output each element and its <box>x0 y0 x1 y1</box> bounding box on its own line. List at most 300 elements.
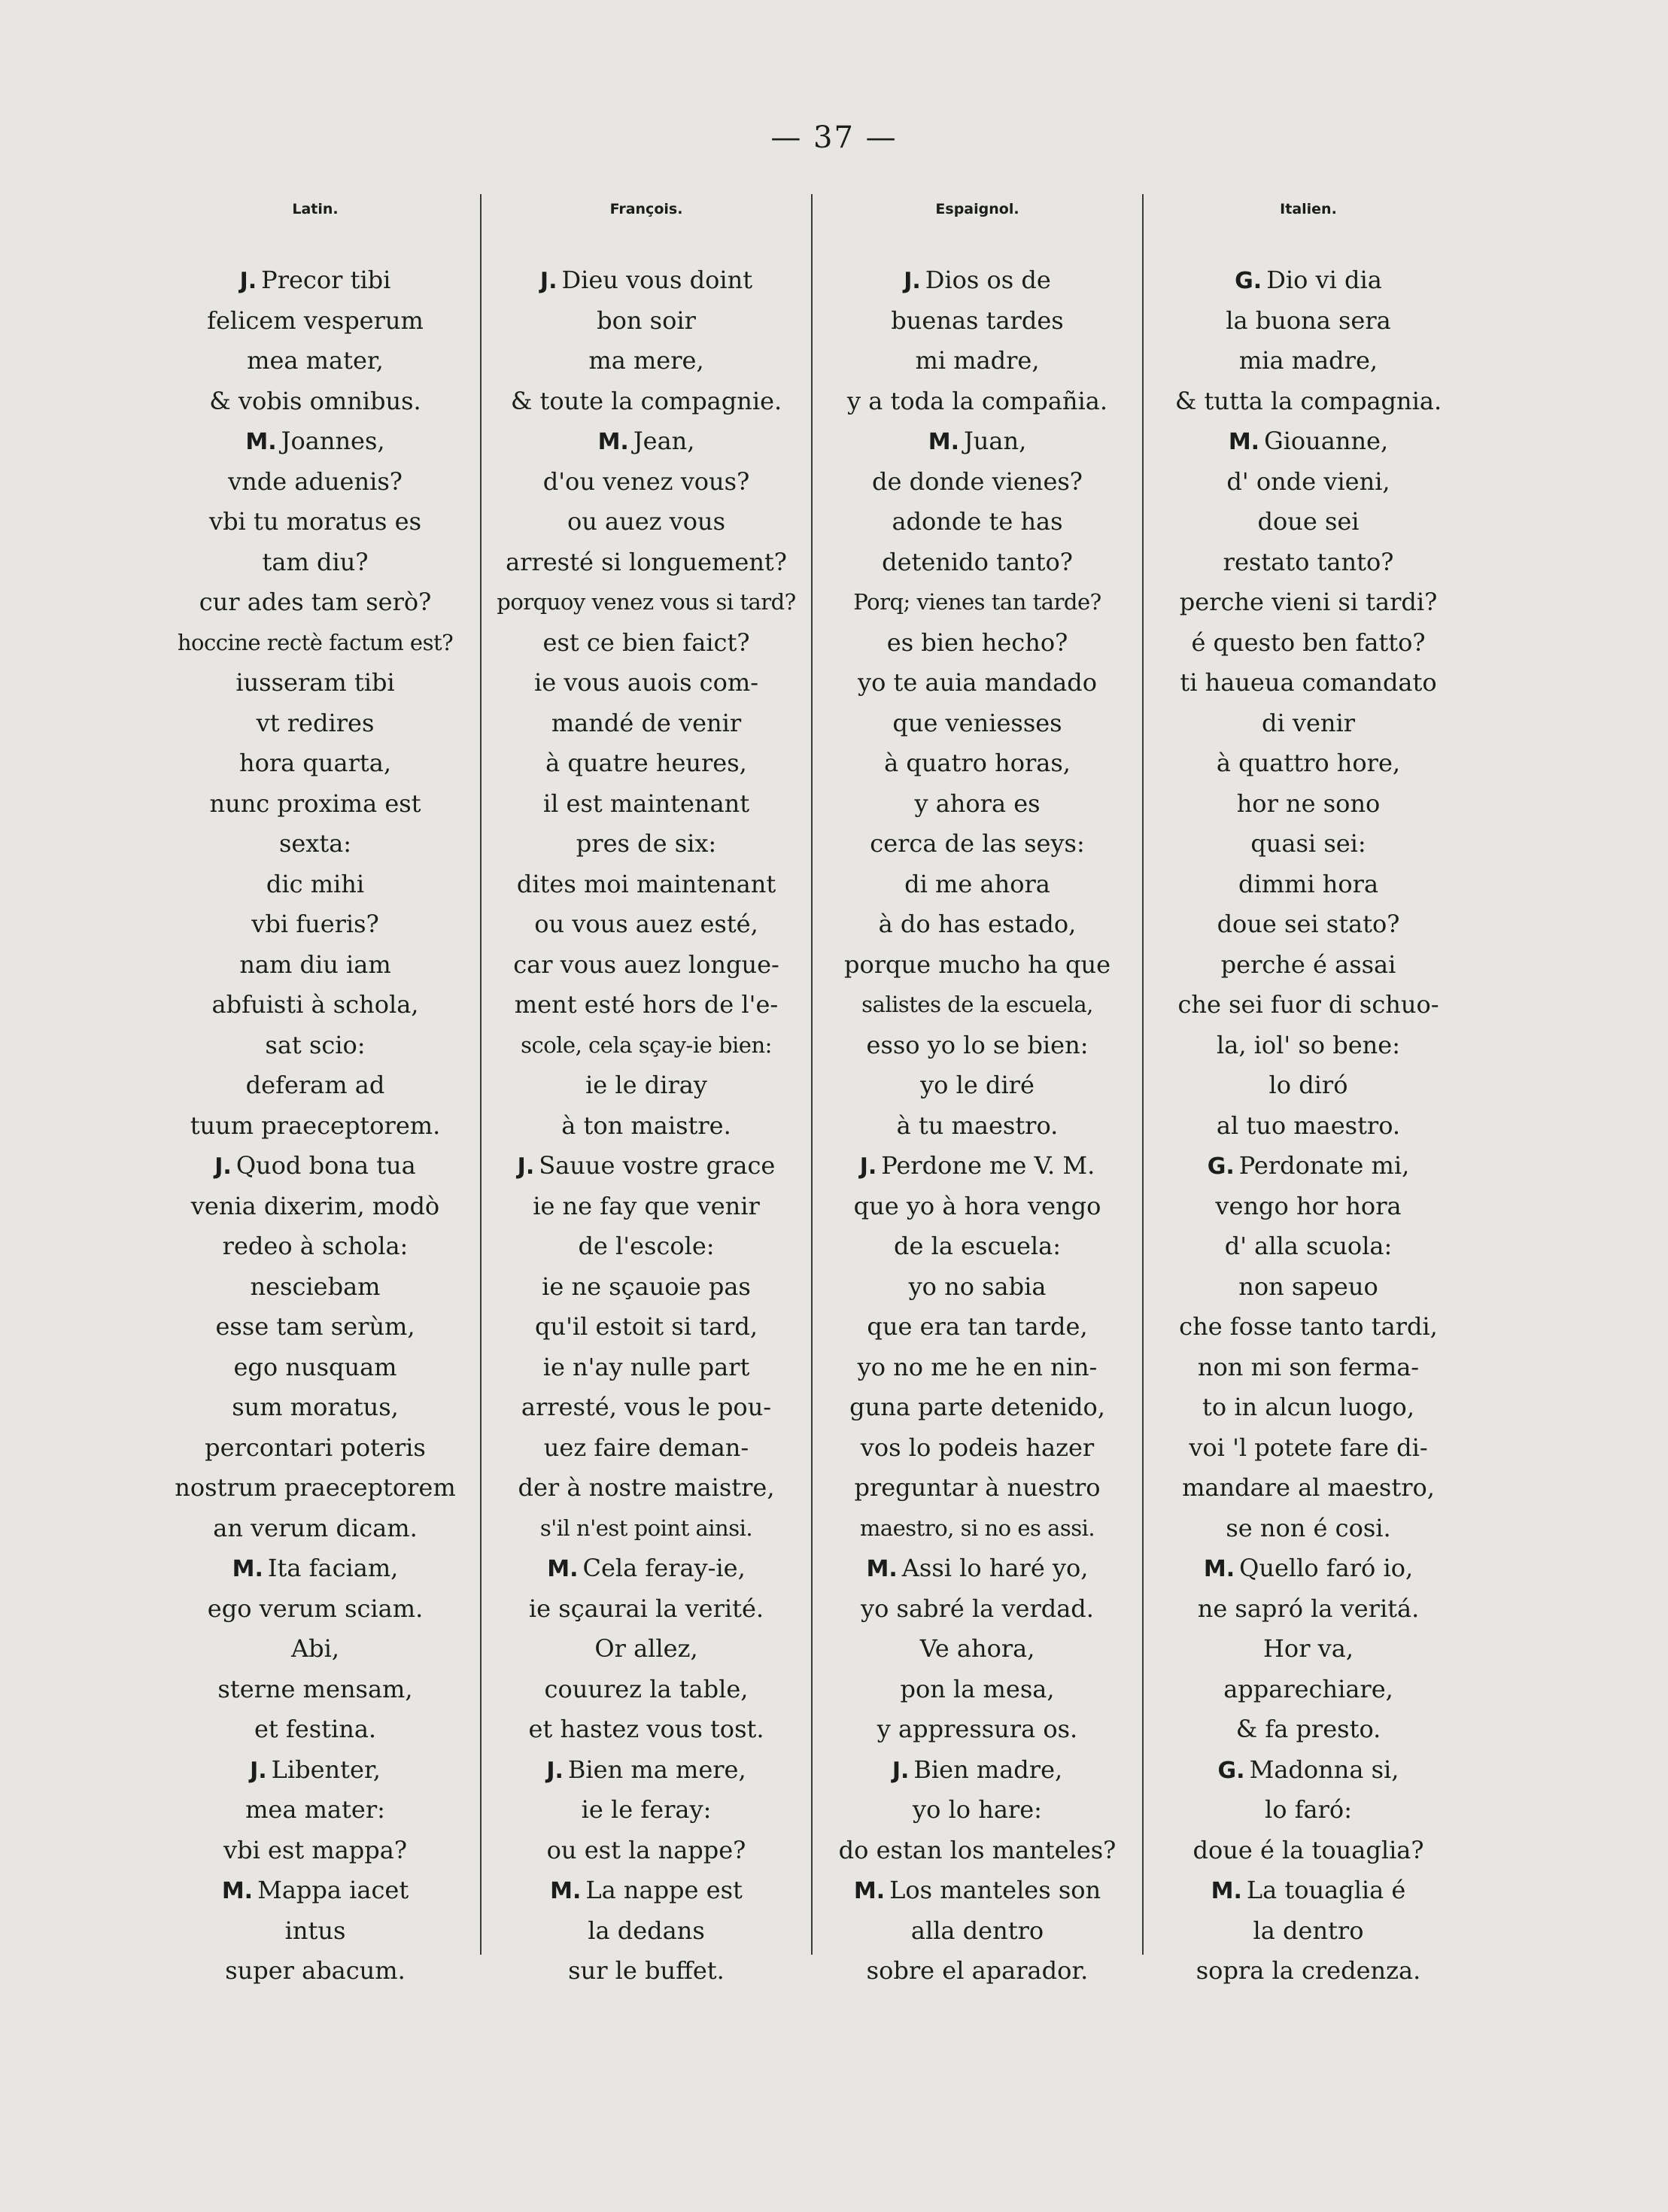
line-text: y ahora es <box>914 788 1041 818</box>
text-line <box>482 743 811 784</box>
line-text: y a toda la compañia. <box>846 386 1108 415</box>
line-text: ie ne sçauoie pas <box>542 1272 751 1301</box>
line-text: ie ne fay que venir <box>533 1191 760 1220</box>
column-header: François. <box>609 201 683 217</box>
text-line <box>813 703 1142 744</box>
text-line <box>482 1709 811 1750</box>
line-text: redeo à schola: <box>222 1232 409 1260</box>
speaker-label: J. <box>214 1153 232 1180</box>
text-line <box>813 1307 1142 1348</box>
text-line <box>150 1348 480 1388</box>
line-text: que yo à hora vengo <box>853 1191 1101 1220</box>
line-text: se non é cosi. <box>1226 1513 1391 1542</box>
speaker-label: M. <box>550 1878 582 1904</box>
line-text: hoccine rectè factum est? <box>177 629 454 655</box>
line-text: Hor va, <box>1263 1634 1354 1663</box>
text-line <box>150 743 480 784</box>
text-line <box>813 1589 1142 1630</box>
text-line <box>813 1629 1142 1670</box>
line-text: ment esté hors de l'e- <box>514 990 779 1019</box>
line-text: sat scio: <box>265 1030 366 1059</box>
text-line <box>1144 1387 1473 1428</box>
line-text: yo te auia mandado <box>858 668 1097 697</box>
text-line <box>1144 1831 1473 1871</box>
text-line <box>482 663 811 703</box>
text-line <box>150 1226 480 1267</box>
line-text: quasi sei: <box>1250 829 1366 858</box>
text-line <box>150 1951 480 1992</box>
text-line <box>1144 1911 1473 1952</box>
text-line <box>813 1831 1142 1871</box>
column-header: Espaignol. <box>935 201 1019 217</box>
line-text: Dios os de <box>925 266 1051 294</box>
text-line <box>1144 904 1473 945</box>
line-text: à tu maestro. <box>896 1111 1059 1140</box>
text-line <box>813 381 1142 422</box>
line-text: deferam ad <box>245 1071 385 1099</box>
text-line <box>1144 824 1473 864</box>
line-text: Quod bona tua <box>235 1151 416 1180</box>
line-text: Or allez, <box>594 1634 698 1663</box>
line-text: vnde aduenis? <box>228 466 403 496</box>
text-line <box>1144 1307 1473 1348</box>
line-text: esse tam serùm, <box>215 1312 415 1341</box>
line-text: lo diró <box>1268 1071 1348 1099</box>
text-line <box>482 824 811 864</box>
text-line <box>1144 1226 1473 1267</box>
text-line <box>150 1589 480 1630</box>
line-text: Joannes, <box>281 427 385 455</box>
line-text: to in alcun luogo, <box>1202 1393 1414 1421</box>
text-line <box>813 743 1142 784</box>
column-text <box>150 260 480 1992</box>
line-text: maestro, si no es assi. <box>859 1515 1095 1541</box>
line-text: mi madre, <box>915 346 1040 375</box>
speaker-label: G. <box>1235 268 1262 294</box>
speaker-label: M. <box>1228 429 1260 455</box>
line-text: yo no sabia <box>908 1272 1047 1301</box>
line-text: yo lo hare: <box>913 1795 1042 1824</box>
line-text: de donde vienes? <box>872 466 1083 496</box>
line-text: restato tanto? <box>1223 547 1394 576</box>
line-text: Los manteles son <box>889 1876 1101 1904</box>
text-line <box>813 904 1142 945</box>
speaker-label: J. <box>539 268 558 294</box>
text-line <box>1144 1348 1473 1388</box>
text-line <box>813 1428 1142 1469</box>
speaker-label: J. <box>250 1757 267 1784</box>
line-text: uez faire deman- <box>543 1433 749 1462</box>
speaker-label: M. <box>928 429 959 455</box>
line-text: et hastez vous tost. <box>528 1715 764 1743</box>
text-line <box>813 1911 1142 1952</box>
text-line <box>1144 421 1473 462</box>
text-line <box>482 1468 811 1509</box>
text-line <box>1144 260 1473 301</box>
line-text: alla dentro <box>910 1916 1044 1945</box>
line-text: de l'escole: <box>578 1232 715 1260</box>
text-line <box>813 824 1142 864</box>
text-line <box>150 1709 480 1750</box>
speaker-label: J. <box>517 1153 535 1180</box>
column-header: Italien. <box>1280 201 1337 217</box>
line-text: tam diu? <box>262 547 369 576</box>
line-text: di me ahora <box>904 869 1050 898</box>
text-line <box>150 904 480 945</box>
text-line <box>482 1589 811 1630</box>
line-text: ie sçaurai la verité. <box>528 1594 764 1623</box>
text-line <box>1144 1870 1473 1911</box>
line-text: Giouanne, <box>1264 427 1389 455</box>
text-line <box>1144 1146 1473 1187</box>
text-line <box>1144 1790 1473 1831</box>
column-italien <box>1142 194 1473 1985</box>
text-line <box>813 502 1142 542</box>
text-line <box>150 623 480 664</box>
text-line <box>150 1025 480 1066</box>
line-text: ou vous auez esté, <box>534 910 758 938</box>
line-text: mandare al maestro, <box>1182 1473 1435 1502</box>
line-text: dimmi hora <box>1238 869 1379 898</box>
line-text: adonde te has <box>892 507 1063 536</box>
line-text: mia madre, <box>1238 346 1378 375</box>
line-text: ie n'ay nulle part <box>542 1352 750 1381</box>
text-line <box>813 1267 1142 1308</box>
line-text: qu'il estoit si tard, <box>535 1312 758 1341</box>
text-line <box>813 301 1142 342</box>
text-line <box>813 1146 1142 1187</box>
text-line <box>482 542 811 583</box>
line-text: Ita faciam, <box>267 1554 399 1582</box>
text-line <box>482 421 811 462</box>
line-text: vos lo podeis hazer <box>860 1433 1095 1462</box>
line-text: d'ou venez vous? <box>542 466 750 496</box>
line-text: couurez la table, <box>544 1674 749 1703</box>
line-text: di venir <box>1261 708 1356 737</box>
line-text: La nappe est <box>585 1876 743 1904</box>
text-line <box>482 623 811 664</box>
text-line <box>813 1709 1142 1750</box>
line-text: ma mere, <box>588 346 704 375</box>
text-line <box>482 864 811 905</box>
text-line <box>1144 502 1473 542</box>
column-header: Latin. <box>292 201 339 217</box>
line-text: à ton maistre. <box>561 1111 731 1140</box>
line-text: detenido tanto? <box>882 547 1073 576</box>
text-line <box>150 1870 480 1911</box>
text-line <box>150 1548 480 1589</box>
line-text: cur ades tam serò? <box>199 588 432 616</box>
text-line <box>1144 1750 1473 1791</box>
text-line <box>150 1750 480 1791</box>
column-text <box>482 260 811 1992</box>
line-text: Porq; vienes tan tarde? <box>853 589 1101 615</box>
line-text: iusseram tibi <box>235 668 395 697</box>
text-line <box>813 462 1142 503</box>
line-text: sobre el aparador. <box>866 1956 1089 1985</box>
text-line <box>813 1790 1142 1831</box>
text-line <box>482 1187 811 1227</box>
line-text: ne sapró la veritá. <box>1197 1594 1420 1623</box>
text-line <box>482 1629 811 1670</box>
line-text: al tuo maestro. <box>1216 1111 1401 1140</box>
line-text: la, iol' so bene: <box>1217 1030 1400 1059</box>
line-text: et festina. <box>254 1715 377 1743</box>
line-text: hora quarta, <box>239 749 391 777</box>
text-line <box>482 462 811 503</box>
line-text: Madonna si, <box>1249 1755 1399 1784</box>
text-line <box>1144 703 1473 744</box>
text-line <box>150 985 480 1025</box>
line-text: mea mater: <box>245 1795 385 1824</box>
text-line <box>1144 341 1473 381</box>
line-text: pres de six: <box>576 829 717 858</box>
text-line <box>813 1670 1142 1710</box>
text-line <box>1144 1428 1473 1469</box>
speaker-label: J. <box>904 268 921 294</box>
line-text: ou est la nappe? <box>546 1835 746 1864</box>
text-line <box>150 421 480 462</box>
text-line <box>482 1226 811 1267</box>
line-text: esso yo lo se bien: <box>866 1030 1089 1059</box>
text-line <box>1144 1629 1473 1670</box>
text-line <box>150 260 480 301</box>
text-line <box>813 784 1142 825</box>
text-line <box>1144 1106 1473 1147</box>
line-text: ego nusquam <box>233 1352 397 1381</box>
text-line <box>150 582 480 623</box>
speaker-label: G. <box>1207 1153 1235 1180</box>
line-text: Sauue vostre grace <box>539 1151 776 1180</box>
line-text: nostrum praeceptorem <box>175 1473 456 1502</box>
line-text: à quatre heures, <box>545 749 747 777</box>
text-line <box>482 1106 811 1147</box>
text-line <box>150 1146 480 1187</box>
line-text: nunc proxima est <box>209 788 421 818</box>
text-line <box>482 904 811 945</box>
line-text: yo le diré <box>920 1071 1035 1099</box>
line-text: ie le diray <box>585 1071 707 1099</box>
text-line <box>150 1267 480 1308</box>
line-text: doue sei <box>1257 507 1360 536</box>
text-line <box>1144 381 1473 422</box>
speaker-label: M. <box>1211 1878 1242 1904</box>
text-line <box>813 1348 1142 1388</box>
speaker-label: M. <box>853 1878 886 1904</box>
line-text: que era tan tarde, <box>867 1312 1088 1341</box>
line-text: vbi tu moratus es <box>208 507 421 536</box>
line-text: car vous auez longue- <box>513 950 779 979</box>
line-text: Libenter, <box>271 1755 381 1784</box>
line-text: est ce bien faict? <box>542 627 750 657</box>
text-line <box>1144 743 1473 784</box>
line-text: sur le buffet. <box>568 1956 725 1985</box>
text-line <box>1144 1065 1473 1106</box>
text-line <box>813 1509 1142 1549</box>
text-line <box>150 1106 480 1147</box>
line-text: Bien ma mere, <box>567 1755 746 1784</box>
text-line <box>482 703 811 744</box>
line-text: Juan, <box>963 427 1027 455</box>
text-line <box>482 1065 811 1106</box>
text-line <box>150 945 480 986</box>
text-line <box>482 582 811 623</box>
text-line <box>813 945 1142 986</box>
text-line <box>150 824 480 864</box>
text-line <box>813 582 1142 623</box>
line-text: & fa presto. <box>1235 1715 1381 1743</box>
line-text: s'il n'est point ainsi. <box>539 1515 753 1541</box>
line-text: porquoy venez vous si tard? <box>497 589 796 615</box>
line-text: Bien madre, <box>913 1755 1063 1784</box>
text-line <box>150 663 480 703</box>
text-line <box>150 1911 480 1952</box>
line-text: cerca de las seys: <box>870 829 1085 858</box>
text-line <box>482 784 811 825</box>
text-line <box>813 1065 1142 1106</box>
line-text: la buona sera <box>1226 305 1391 335</box>
line-text: ego verum sciam. <box>207 1594 424 1623</box>
line-text: à do has estado, <box>878 910 1077 938</box>
line-text: sopra la credenza. <box>1196 1956 1421 1985</box>
text-line <box>1144 1267 1473 1308</box>
text-line <box>813 542 1142 583</box>
text-line <box>150 1629 480 1670</box>
text-line <box>482 1509 811 1549</box>
line-text: preguntar à nuestro <box>854 1473 1101 1502</box>
text-line <box>482 341 811 381</box>
column-espaignol <box>811 194 1142 1985</box>
speaker-label: J. <box>546 1757 564 1784</box>
line-text: Quello faró io, <box>1239 1554 1414 1582</box>
speaker-label: J. <box>892 1757 910 1784</box>
speaker-label: M. <box>866 1556 898 1582</box>
line-text: vbi fueris? <box>251 910 379 938</box>
text-line <box>482 1831 811 1871</box>
text-line <box>1144 1670 1473 1710</box>
text-line <box>482 945 811 986</box>
line-text: Cela feray-ie, <box>582 1554 746 1582</box>
line-text: pon la mesa, <box>900 1674 1055 1703</box>
line-text: Mappa iacet <box>257 1876 409 1904</box>
line-text: doue sei stato? <box>1217 910 1400 938</box>
text-line <box>482 1348 811 1388</box>
text-line <box>813 663 1142 703</box>
column-francois <box>480 194 811 1985</box>
text-line <box>482 1790 811 1831</box>
line-text: non mi son ferma- <box>1197 1352 1420 1381</box>
line-text: Perdonate mi, <box>1238 1151 1410 1180</box>
line-text: yo sabré la verdad. <box>861 1594 1094 1623</box>
text-line <box>150 864 480 905</box>
line-text: d' alla scuola: <box>1224 1232 1393 1260</box>
line-text: non sapeuo <box>1238 1272 1378 1301</box>
line-text: & tutta la compagnia. <box>1174 386 1442 415</box>
line-text: sexta: <box>278 829 352 858</box>
line-text: scole, cela sçay-ie bien: <box>521 1032 772 1058</box>
text-line <box>150 1387 480 1428</box>
text-line <box>1144 663 1473 703</box>
text-line <box>813 1870 1142 1911</box>
text-line <box>813 1025 1142 1066</box>
text-line <box>1144 1187 1473 1227</box>
line-text: il est maintenant <box>542 788 750 818</box>
text-line <box>482 1911 811 1952</box>
text-line <box>150 1468 480 1509</box>
line-text: do estan los manteles? <box>838 1835 1117 1864</box>
text-line <box>482 1670 811 1710</box>
text-line <box>150 1509 480 1549</box>
text-line <box>482 985 811 1025</box>
line-text: arresté, vous le pou- <box>521 1393 772 1421</box>
line-text: doue é la touaglia? <box>1193 1835 1424 1864</box>
text-line <box>1144 784 1473 825</box>
page-number: — 37 — <box>770 120 898 155</box>
line-text: der à nostre maistre, <box>518 1473 775 1502</box>
text-line <box>1144 945 1473 986</box>
text-line <box>482 1951 811 1992</box>
text-line <box>1144 301 1473 342</box>
text-line <box>1144 1709 1473 1750</box>
text-line <box>482 381 811 422</box>
text-line <box>813 864 1142 905</box>
line-text: voi 'l potete fare di- <box>1189 1433 1428 1462</box>
line-text: ti haueua comandato <box>1180 668 1437 697</box>
line-text: La touaglia é <box>1246 1876 1406 1904</box>
line-text: & toute la compagnie. <box>510 386 782 415</box>
text-line <box>813 1106 1142 1147</box>
text-line <box>482 1387 811 1428</box>
line-text: la dentro <box>1253 1916 1364 1945</box>
text-line <box>150 1065 480 1106</box>
text-line <box>482 1146 811 1187</box>
text-line <box>150 1670 480 1710</box>
column-text <box>813 260 1142 1992</box>
line-text: apparechiare, <box>1223 1674 1393 1703</box>
speaker-label: M. <box>547 1556 579 1582</box>
line-text: percontari poteris <box>205 1433 426 1462</box>
line-text: dic mihi <box>266 869 365 898</box>
text-line <box>813 1951 1142 1992</box>
text-line <box>150 301 480 342</box>
text-line <box>150 784 480 825</box>
line-text: mandé de venir <box>551 708 742 737</box>
column-latin <box>150 194 480 1985</box>
text-line <box>150 1307 480 1348</box>
text-line <box>150 1790 480 1831</box>
line-text: vengo hor hora <box>1215 1191 1402 1220</box>
text-line <box>1144 864 1473 905</box>
line-text: que veniesses <box>892 708 1062 737</box>
speaker-label: M. <box>232 1556 263 1582</box>
text-line <box>150 1428 480 1469</box>
text-line <box>813 623 1142 664</box>
line-text: es bien hecho? <box>886 627 1068 657</box>
line-text: abfuisti à schola, <box>211 990 419 1019</box>
text-line <box>1144 582 1473 623</box>
text-line <box>482 1870 811 1911</box>
text-line <box>813 341 1142 381</box>
column-text <box>1144 260 1473 1992</box>
line-text: perche vieni si tardi? <box>1179 588 1438 616</box>
text-line <box>482 301 811 342</box>
text-line <box>813 1226 1142 1267</box>
text-line <box>482 260 811 301</box>
line-text: che fosse tanto tardi, <box>1179 1312 1438 1341</box>
text-line <box>1144 1951 1473 1992</box>
text-line <box>813 985 1142 1025</box>
speaker-label: G. <box>1217 1757 1245 1784</box>
